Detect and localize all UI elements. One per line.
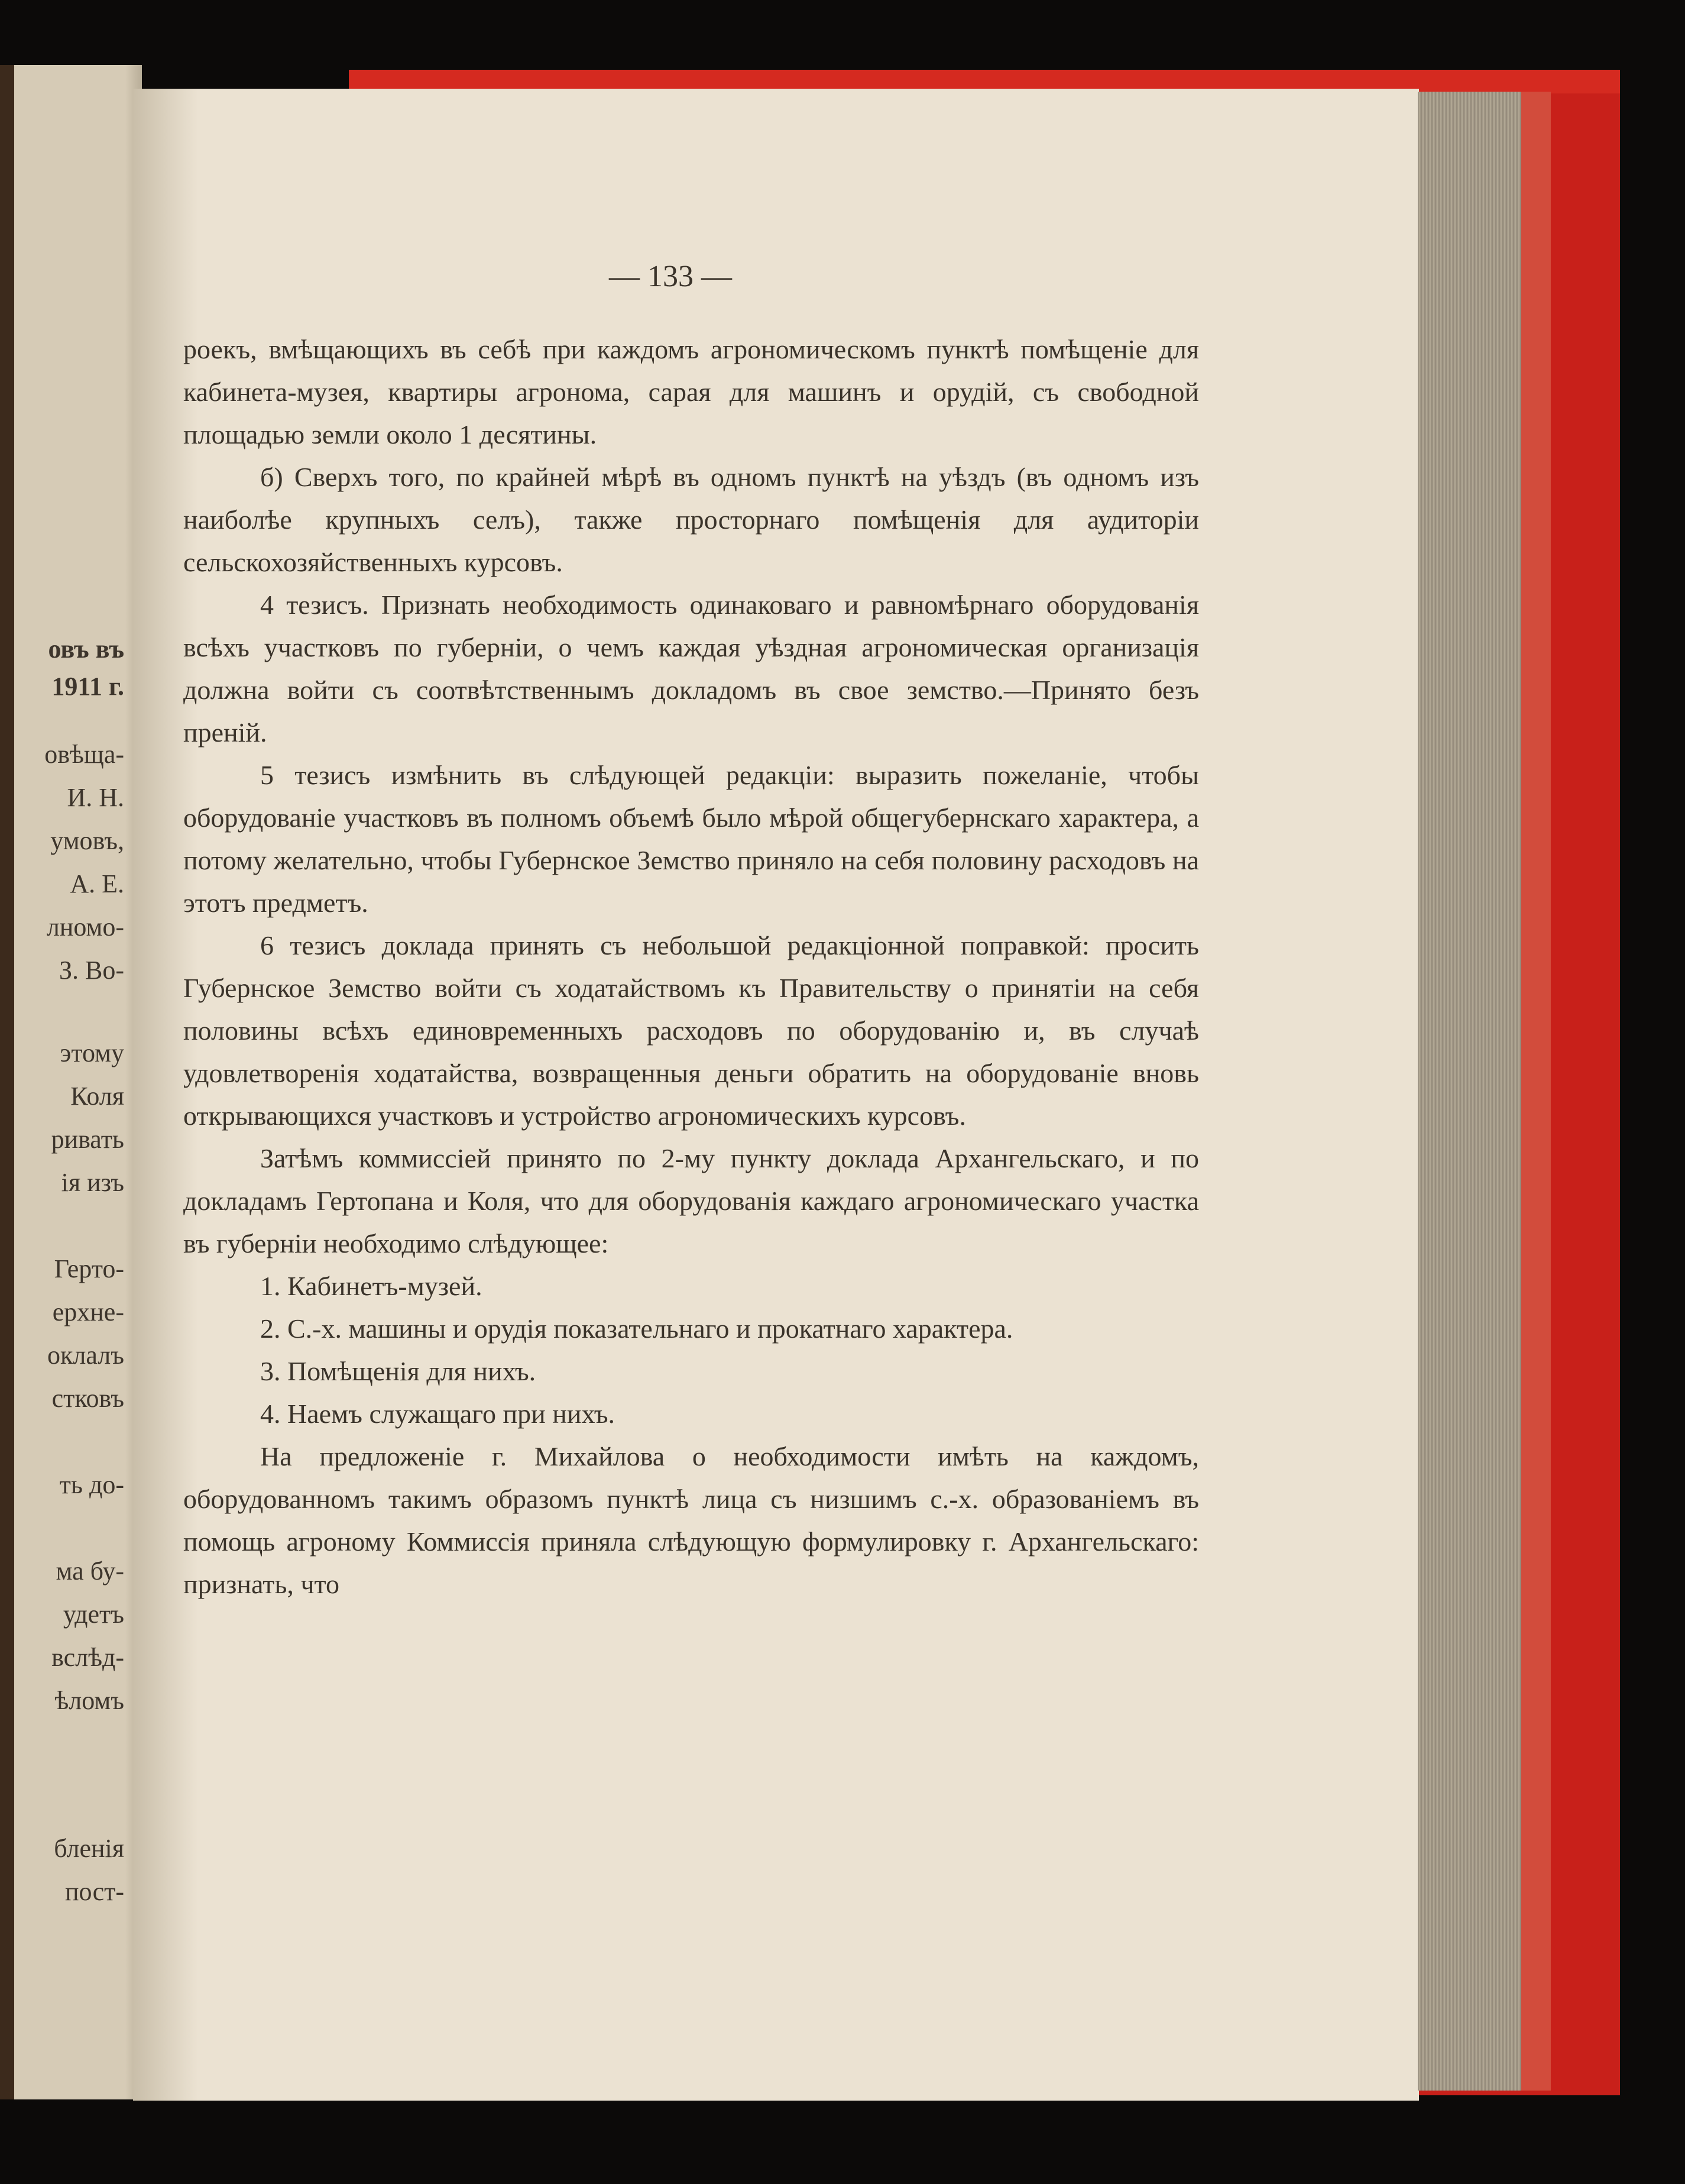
list-item: 2. С.-х. машины и орудія показательнаго и прокатнаго характера. [260, 1313, 1013, 1344]
left-page-fragment: овъ въ [48, 635, 124, 664]
left-page-fragment: удетъ [63, 1600, 124, 1629]
left-page-fragment: лномо- [46, 913, 124, 941]
paragraph: роекъ, вмѣщающихъ въ себѣ при каждомъ агрономическомъ пунктѣ помѣщеніе для кабинета-музея, квартиры агронома, сарая для машинъ и орудій, съ свободной площадью земли около 1 десятины. [183, 334, 1199, 449]
left-page-fragment: ія изъ [61, 1168, 124, 1197]
left-page-fragment: ѣломъ [54, 1686, 124, 1715]
left-page-fragment: стковъ [51, 1384, 124, 1413]
page-block-edges [1418, 92, 1551, 2091]
paragraph: б) Сверхъ того, по крайней мѣрѣ въ одномъ пунктѣ на уѣздъ (въ одномъ изъ наиболѣе крупныхъ селъ), также просторнаго помѣщенія для аудиторіи сельскохозяйственныхъ курсовъ. [183, 462, 1199, 577]
left-page-fragment: ривать [51, 1125, 124, 1154]
left-page-fragment: ерхне- [52, 1298, 124, 1326]
paragraph: 5 тезисъ измѣнить въ слѣдующей редакціи: выразить пожеланіе, чтобы оборудованіе участковъ въ полномъ объемѣ было мѣрой общегубернскаго характера, а потому желательно, чтобы Губернское Земство приняло на себя половину расходовъ на этотъ предметъ. [183, 760, 1199, 918]
left-page-fragment: умовъ, [50, 826, 124, 855]
left-page-fragment: пост- [64, 1877, 124, 1906]
left-page-fragment: ть до- [59, 1470, 124, 1499]
list-item: 3. Помѣщенія для нихъ. [260, 1356, 536, 1386]
paragraph: 6 тезисъ доклада принять съ небольшой редакціонной поправкой: просить Губернское Земство войти съ ходатайствомъ къ Правительству о принятіи на себя половины всѣхъ единовременныхъ расходовъ по оборудованію и, въ случаѣ удовлетворенія ходатайства, возвращенныя деньги обратить на оборудованіе вновь открывающихся участковъ и устройство агрономическихъ курсовъ. [183, 930, 1199, 1131]
left-page-fragment: Коля [70, 1082, 124, 1111]
left-page-edge [0, 65, 14, 2099]
left-page-fragment: И. Н. [67, 783, 124, 812]
left-page-fragment: вслѣд- [51, 1643, 124, 1672]
list-item: 4. Наемъ служащаго при нихъ. [260, 1399, 615, 1429]
left-page-fragment: Герто- [54, 1254, 124, 1283]
page-number: — 133 — [609, 260, 732, 293]
left-page-fragment: бленія [54, 1834, 124, 1863]
paragraph: 4 тезисъ. Признать необходимость одинаковаго и равномѣрнаго оборудованія всѣхъ участковъ по губерніи, о чемъ каждая уѣздная агрономическая организація должна войти съ соотвѣтственнымъ докладомъ въ свое земство.—Принято безъ преній. [183, 590, 1199, 748]
left-page-fragment: А. Е. [70, 869, 124, 898]
left-page-fragment: ма бу- [56, 1557, 124, 1586]
left-page-fragment: овѣща- [44, 740, 124, 769]
page-body [183, 328, 1199, 1606]
list-item: 1. Кабинетъ-музей. [260, 1271, 482, 1301]
paragraph: Затѣмъ коммиссіей принято по 2-му пункту доклада Архангельскаго, и по докладамъ Гертопана и Коля, что для оборудованія каждаго агрономическаго участка въ губерніи необходимо слѣдующее: [183, 1143, 1199, 1258]
left-page-fragment: 1911 г. [51, 672, 124, 701]
left-page-fragment: этому [60, 1038, 124, 1067]
left-page-fragment: оклалъ [47, 1341, 124, 1370]
paragraph: На предложеніе г. Михайлова о необходимости имѣть на каждомъ, оборудованномъ такимъ образомъ пунктѣ лица съ низшимъ с.-х. образованіемъ въ помощь агроному Коммиссія приняла слѣдующую формулировку г. Архангельскаго: признать, что [183, 1441, 1199, 1599]
left-page-fragment: З. Во- [59, 956, 124, 985]
left-page [0, 65, 142, 2099]
